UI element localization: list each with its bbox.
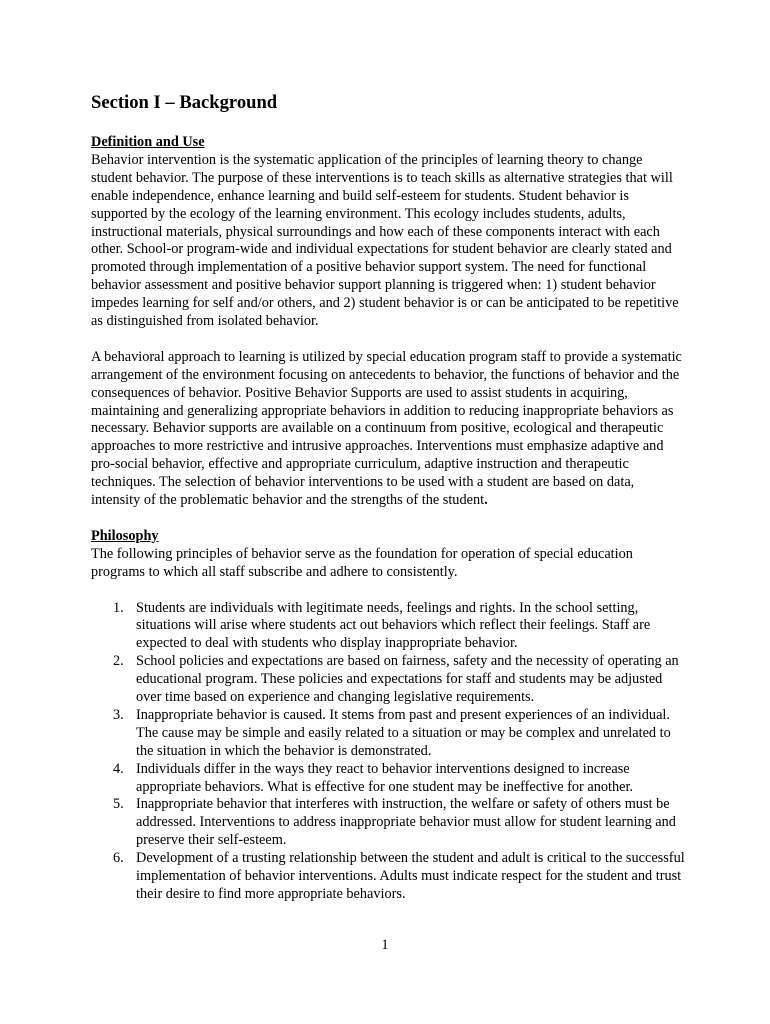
list-item-number: 5. bbox=[113, 796, 124, 813]
list-item-number: 2. bbox=[113, 653, 124, 670]
definition-paragraph-2 bbox=[91, 349, 687, 510]
list-item-text: Students are individuals with legitimate needs, feelings and rights. In the school setting, situations will arise where students act out behaviors which reflect their feelings. Staff are expected to deal with students who display inappropriate behavior. bbox=[136, 599, 651, 652]
list-item bbox=[91, 850, 687, 904]
list-item-text: Inappropriate behavior that interferes with instruction, the welfare or safety of others must be addressed. Interventions to address inappropriate behavior must allow for student learning and preserve their self-esteem. bbox=[136, 796, 676, 849]
list-item bbox=[91, 796, 687, 850]
list-item-text: Development of a trusting relationship between the student and adult is critical to the successful implementation of behavior interventions. Adults must indicate respect for the student and trust their desire to find more appropriate behaviors. bbox=[136, 850, 685, 903]
definition-paragraph-2-period: . bbox=[484, 492, 488, 509]
section-title: Section I – Background bbox=[91, 92, 278, 113]
list-item bbox=[91, 707, 687, 761]
list-item-number: 6. bbox=[113, 850, 124, 867]
list-item bbox=[91, 600, 687, 654]
list-item bbox=[91, 761, 687, 797]
principles-list bbox=[91, 600, 687, 904]
page-content bbox=[91, 92, 687, 904]
list-item-number: 1. bbox=[113, 599, 124, 616]
list-item-number: 4. bbox=[113, 760, 124, 777]
list-item-number: 3. bbox=[113, 706, 124, 723]
philosophy-intro: The following principles of behavior serve as the foundation for operation of special education programs to which all staff subscribe and adhere to consistently. bbox=[91, 545, 633, 580]
page-number: 1 bbox=[381, 937, 389, 953]
list-item-text: Inappropriate behavior is caused. It stems from past and present experiences of an individual. The cause may be simple and easily related to a situation or may be complex and unrelated to the situation in which the behavior is demonstrated. bbox=[136, 706, 671, 759]
list-item-text: Individuals differ in the ways they react to behavior interventions designed to increase appropriate behaviors. What is effective for one student may be ineffective for another. bbox=[136, 760, 634, 795]
definition-heading: Definition and Use bbox=[91, 134, 205, 150]
definition-paragraph-2-text: A behavioral approach to learning is utilized by special education program staff to provide a systematic arrangement of the environment focusing on antecedents to behavior, the functions of behavior and the consequences of behavior. Positive Behavior Supports are used to assist students in acquiring, maintaining and generalizing appropriate behaviors in addition to reducing inappropriate behaviors as necessary. Behavior supports are available on a continuum from positive, ecological and therapeutic approaches to more restrictive and intrusive approaches. Interventions must emphasize adaptive and pro-social behavior, effective and appropriate curriculum, adaptive instruction and therapeutic techniques. The selection of behavior interventions to be used with a student are based on data, intensity of the problematic behavior and the strengths of the student bbox=[91, 348, 682, 509]
list-item-text: School policies and expectations are based on fairness, safety and the necessity of operating an educational program. These policies and expectations for staff and students may be adjusted over time based on experience and changing legislative requirements. bbox=[136, 653, 679, 706]
list-item bbox=[91, 653, 687, 707]
definition-paragraph-1: Behavior intervention is the systematic application of the principles of learning theory to change student behavior. The purpose of these interventions is to teach skills as alternative strategies that will enable independence, enhance learning and build self-esteem for students. Student behavior is supported by the ecology of the learning environment. This ecology includes students, adults, instructional materials, physical surroundings and how each of these components interact with each other. School-or program-wide and individual expectations for student behavior are clearly stated and promoted through implementation of a positive behavior support system. The need for functional behavior assessment and positive behavior support planning is triggered when: 1) student behavior impedes learning for self and/or others, and 2) student behavior is or can be anticipated to be repetitive as distinguished from isolated behavior. bbox=[91, 151, 679, 330]
philosophy-heading: Philosophy bbox=[91, 527, 159, 544]
